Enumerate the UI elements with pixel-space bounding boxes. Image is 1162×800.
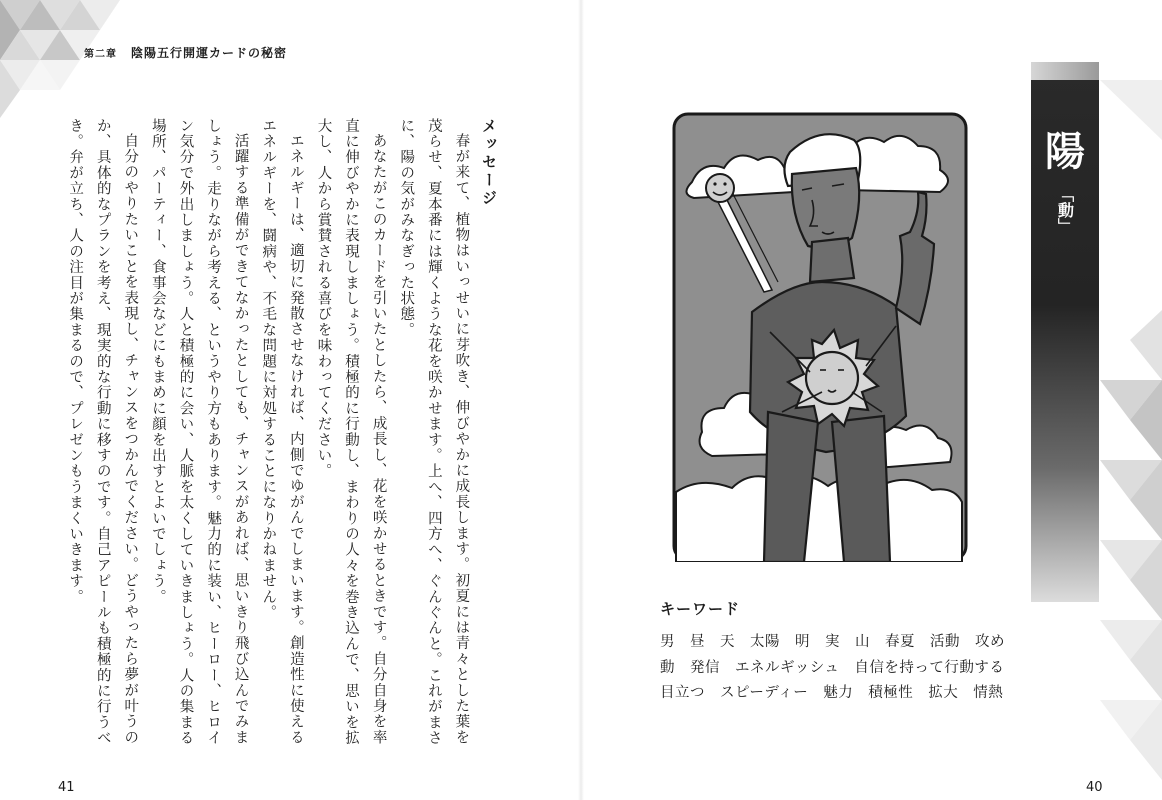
running-head bbox=[84, 44, 287, 61]
page-number-right: 40 bbox=[1086, 780, 1103, 795]
message-paragraph: 自分のやりたいことを表現し、チャンスをつかんでください。どうやったら夢が叶うのか、具体的なプランを考え、現実的な行動に移すのです。自己アピールも積極的に行うべき。弁が立ち、人の注目が集まるので、プレゼンもうまくいきます。 bbox=[67, 118, 139, 746]
band-title: 陽 bbox=[1045, 129, 1085, 175]
running-head-title: 陰陽五行開運カードの秘密 bbox=[131, 46, 288, 60]
message-text-block bbox=[54, 118, 502, 758]
yang-card-illustration bbox=[672, 112, 968, 562]
keywords-line: 動 発信 エネルギッシュ 自信を持って行動する bbox=[660, 660, 1005, 676]
message-paragraph: 活躍する準備ができてなかったとしても、チャンスがあれば、思いきり飛び込んでみましょう。走りながら考える、というやり方もあります。魅力的に装い、ヒーロー、ヒロイン気分で外出しましょう。人と積極的に会い、人脈を太くしていきましょう。人の集まる場所、パーティー、食事会などにもまめに顔を出すとよいでしょう。 bbox=[149, 118, 249, 746]
keywords-title: キーワード bbox=[660, 600, 741, 618]
message-heading: メッセージ bbox=[480, 118, 498, 208]
message-paragraph: あなたがこのカードを引いたとしたら、成長し、花を咲かせるときです。自分自身を率直に伸びやかに表現しましょう。積極的に行動し、まわりの人々を巻き込んで、思いを拡大し、人から賞賛される喜びを味わってください。 bbox=[315, 118, 387, 746]
title-band-top bbox=[1031, 62, 1099, 80]
page-gutter bbox=[578, 0, 584, 800]
band-subtitle: 「動」 bbox=[1055, 186, 1075, 234]
message-paragraph: 春が来て、植物はいっせいに芽吹き、伸びやかに成長します。初夏には青々とした葉を茂らせ、夏本番には輝くような花を咲かせます。上へ、四方へ、ぐんぐんと。これがまさに、陽の気がみなぎった状態。 bbox=[398, 118, 470, 746]
message-paragraph: エネルギーは、適切に発散させなければ、内側でゆがんでしまいます。創造性に使えるエネルギーを、闘病や、不毛な問題に対処することになりかねません。 bbox=[260, 118, 304, 745]
keywords-line: 男 昼 天 太陽 明 実 山 春夏 活動 攻め bbox=[660, 634, 1005, 650]
page-number-left: 41 bbox=[58, 780, 75, 795]
running-head-chapter: 第二章 bbox=[84, 49, 117, 60]
keywords-line: 目立つ スピーディー 魅力 積極性 拡大 情熱 bbox=[660, 685, 1004, 701]
